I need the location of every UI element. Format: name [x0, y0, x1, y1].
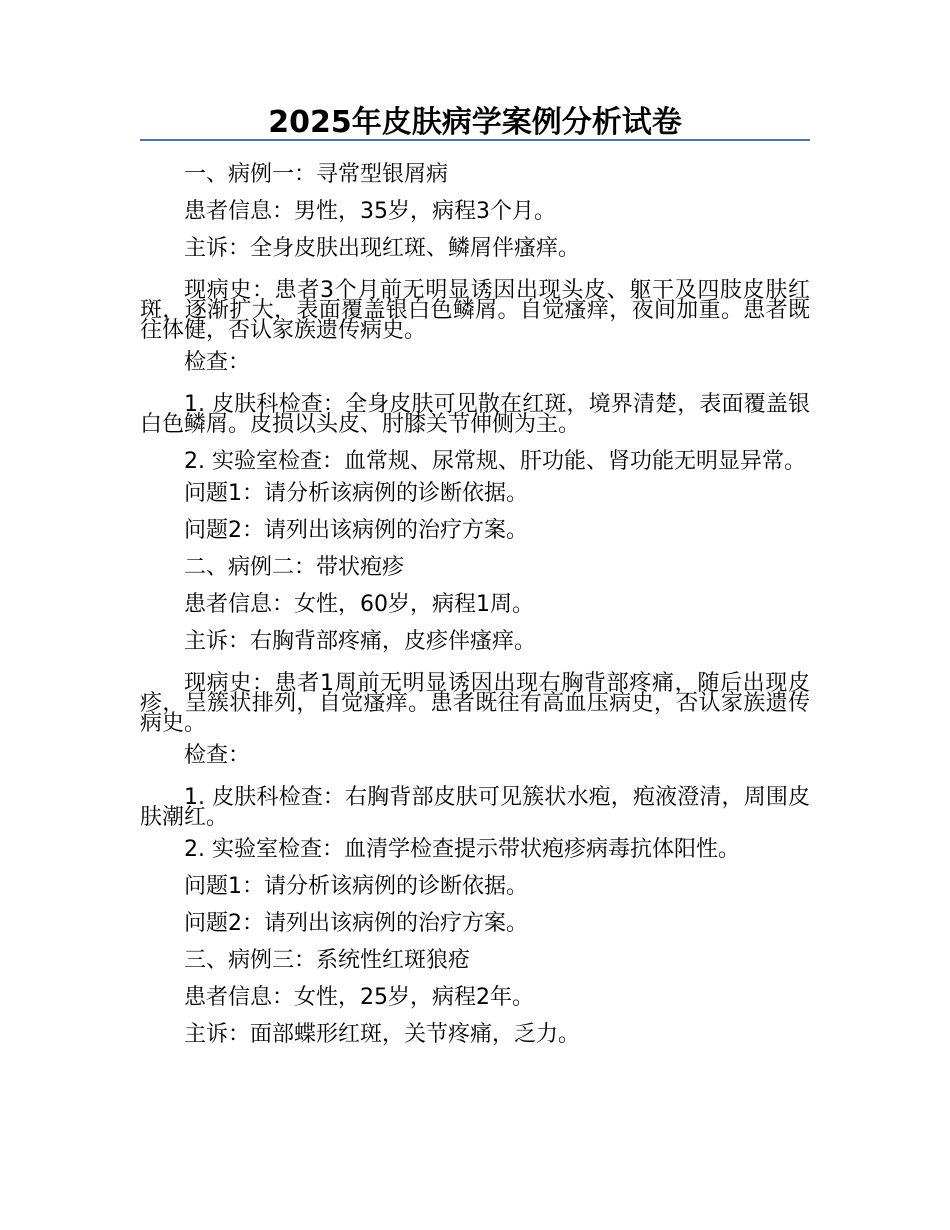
case-2-present-illness: 现病史：患者1周前无明显诱因出现右胸背部疼痛，随后出现皮疹，呈簇状排列，自觉瘙痒。患者既往有高血压病史，否认家族遗传病史。: [140, 671, 810, 736]
section-heading-case-2: 二、病例二：带状疱疹: [184, 555, 405, 580]
case-2-skin-exam: 1. 皮肤科检查：右胸背部皮肤可见簇状水疱，疱液澄清，周围皮肤潮红。: [140, 785, 810, 830]
case-2-lab-exam: 2. 实验室检查：血清学检查提示带状疱疹病毒抗体阳性。: [184, 837, 740, 862]
case-2-chief-complaint: 主诉：右胸背部疼痛，皮疹伴瘙痒。: [184, 629, 537, 654]
case-1-question-2: 问题2：请列出该病例的治疗方案。: [184, 518, 528, 543]
case-1-chief-complaint: 主诉：全身皮肤出现红斑、鳞屑伴瘙痒。: [184, 236, 581, 261]
case-1-skin-exam: 1. 皮肤科检查：全身皮肤可见散在红斑，境界清楚，表面覆盖银白色鳞屑。皮损以头皮、肘膝关节伸侧为主。: [140, 392, 810, 437]
case-1-exam-heading: 检查：: [184, 350, 251, 375]
document-body: [140, 160, 810, 1050]
case-2-question-2: 问题2：请列出该病例的治疗方案。: [184, 911, 528, 936]
case-3-patient-info: 患者信息：女性，25岁，病程2年。: [184, 985, 534, 1010]
case-1-question-1: 问题1：请分析该病例的诊断依据。: [184, 481, 528, 506]
case-1-patient-info: 患者信息：男性，35岁，病程3个月。: [184, 199, 556, 224]
title-underline: [140, 139, 810, 141]
section-heading-case-1: 一、病例一：寻常型银屑病: [184, 162, 449, 187]
section-heading-case-3: 三、病例三：系统性红斑狼疮: [184, 948, 471, 973]
case-1-present-illness: 现病史：患者3个月前无明显诱因出现头皮、躯干及四肢皮肤红斑，逐渐扩大，表面覆盖银白色鳞屑。自觉瘙痒，夜间加重。患者既往体健，否认家族遗传病史。: [140, 278, 810, 343]
case-2-exam-heading: 检查：: [184, 743, 251, 768]
case-2-question-1: 问题1：请分析该病例的诊断依据。: [184, 874, 528, 899]
case-3-chief-complaint: 主诉：面部蝶形红斑，关节疼痛，乏力。: [184, 1022, 581, 1047]
document-title: 2025年皮肤病学案例分析试卷: [268, 105, 682, 140]
case-1-lab-exam: 2. 实验室检查：血常规、尿常规、肝功能、肾功能无明显异常。: [184, 449, 806, 474]
case-2-patient-info: 患者信息：女性，60岁，病程1周。: [184, 592, 534, 617]
